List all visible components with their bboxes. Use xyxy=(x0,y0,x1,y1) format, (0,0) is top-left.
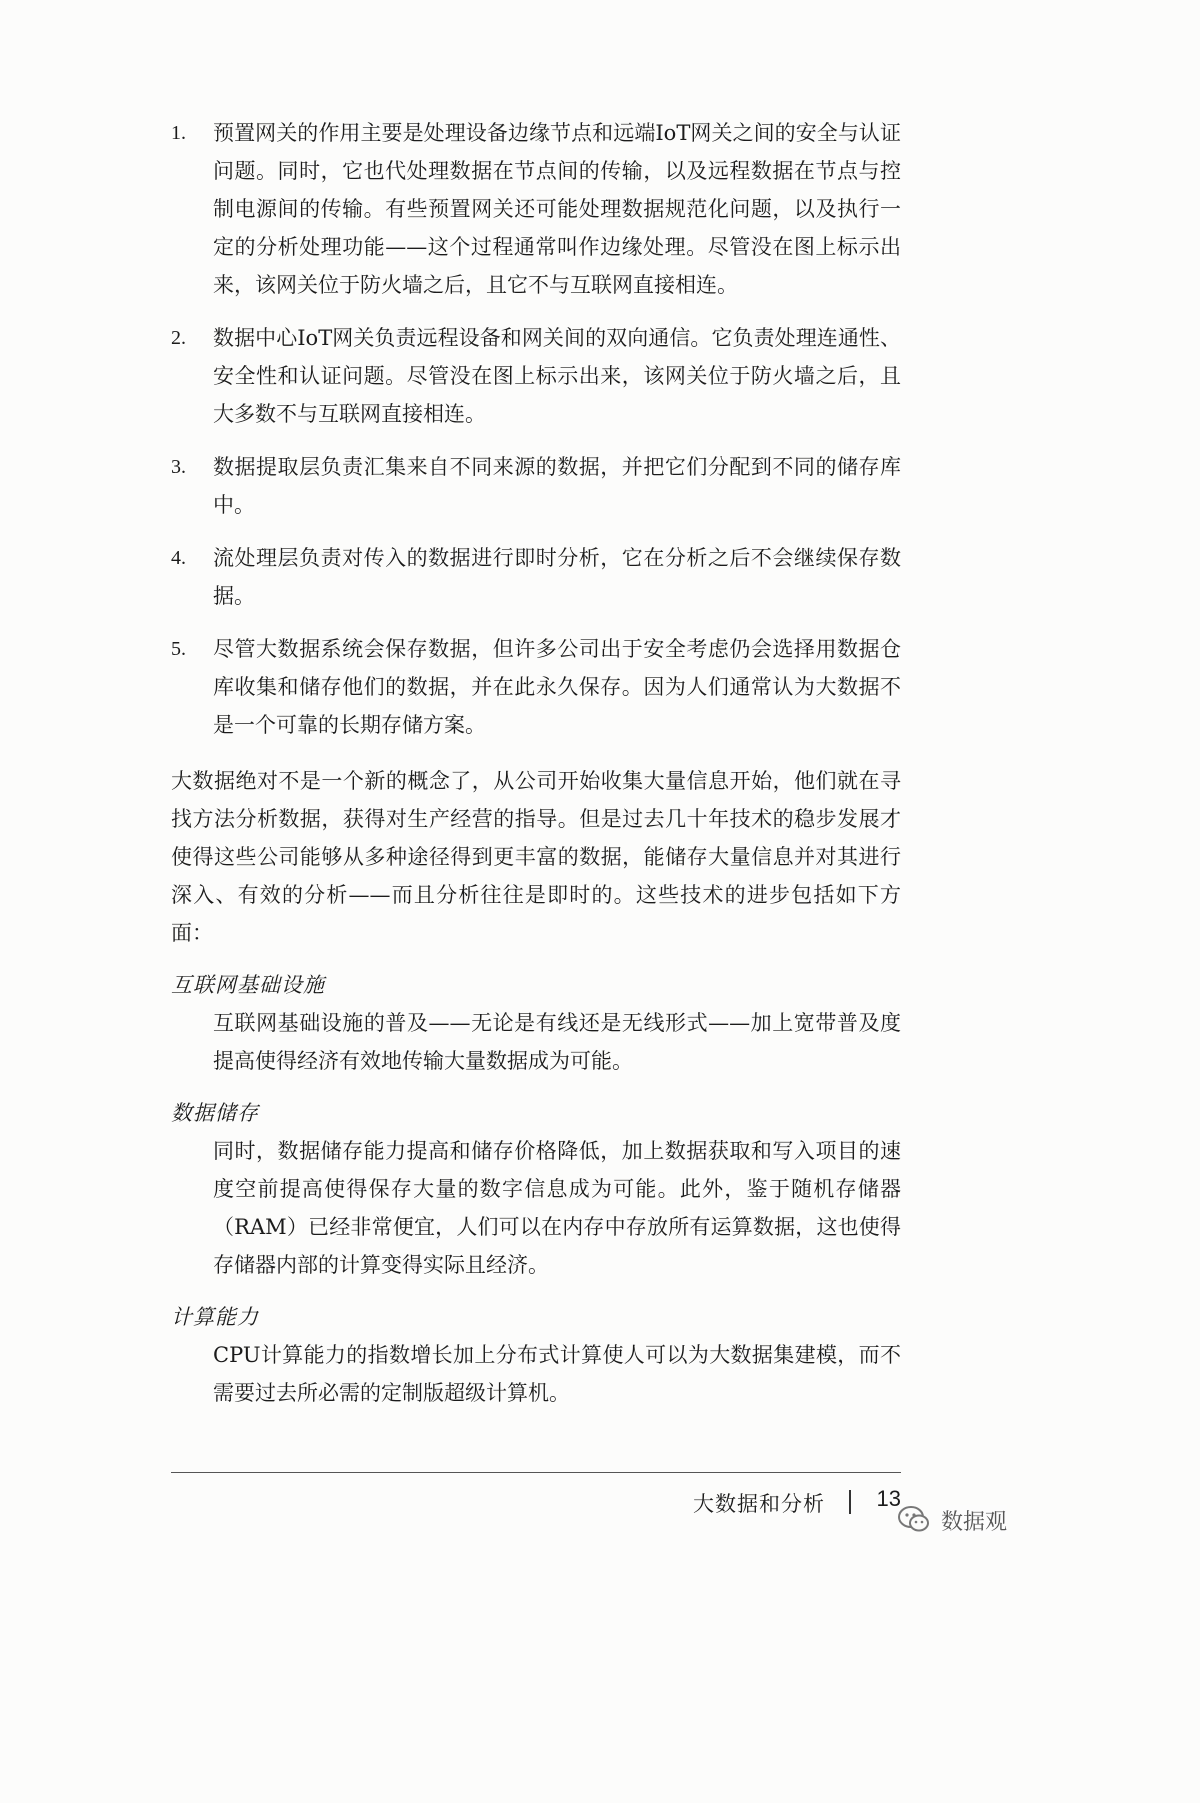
definition-term: 计算能力 xyxy=(171,1305,259,1329)
list-number: 5. xyxy=(171,638,186,660)
page-body xyxy=(171,114,901,1412)
numbered-list xyxy=(171,114,901,744)
list-item-text: 数据提取层负责汇集来自不同来源的数据，并把它们分配到不同的储存库中。 xyxy=(213,455,901,517)
list-number: 1. xyxy=(171,122,186,144)
watermark-text: 数据观 xyxy=(941,1505,1007,1536)
page-footer xyxy=(171,1486,901,1520)
list-number: 4. xyxy=(171,547,186,569)
definition-description: 同时，数据储存能力提高和储存价格降低，加上数据获取和写入项目的速度空前提高使得保存大量的数字信息成为可能。此外，鉴于随机存储器（RAM）已经非常便宜，人们可以在内存中存放所有运算数据，这也使得存储器内部的计算变得实际且经济。 xyxy=(213,1139,901,1277)
definition-description: 互联网基础设施的普及——无论是有线还是无线形式——加上宽带普及度提高使得经济有效地传输大量数据成为可能。 xyxy=(213,1011,901,1073)
wechat-logo-icon xyxy=(897,1503,931,1537)
list-item xyxy=(171,319,901,433)
intro-paragraph: 大数据绝对不是一个新的概念了，从公司开始收集大量信息开始，他们就在寻找方法分析数据，获得对生产经营的指导。但是过去几十年技术的稳步发展才使得这些公司能够从多种途径得到更丰富的数据，能储存大量信息并对其进行深入、有效的分析——而且分析往往是即时的。这些技术的进步包括如下方面： xyxy=(171,769,901,945)
list-item xyxy=(171,114,901,304)
definition-list xyxy=(171,966,901,1412)
list-number: 3. xyxy=(171,456,186,478)
list-item xyxy=(171,630,901,744)
list-item-text: 尽管大数据系统会保存数据，但许多公司出于安全考虑仍会选择用数据仓库收集和储存他们的数据，并在此永久保存。因为人们通常认为大数据不是一个可靠的长期存储方案。 xyxy=(213,637,901,737)
definition-term: 数据储存 xyxy=(171,1101,259,1125)
definition-term: 互联网基础设施 xyxy=(171,973,325,997)
list-item-text: 数据中心IoT网关负责远程设备和网关间的双向通信。它负责处理连通性、安全性和认证问题。尽管没在图上标示出来，该网关位于防火墙之后，且大多数不与互联网直接相连。 xyxy=(213,326,901,426)
list-item-text: 流处理层负责对传入的数据进行即时分析，它在分析之后不会继续保存数据。 xyxy=(213,546,901,608)
watermark xyxy=(897,1500,1007,1540)
list-item-text: 预置网关的作用主要是处理设备边缘节点和远端IoT网关之间的安全与认证问题。同时，它也代处理数据在节点间的传输，以及远程数据在节点与控制电源间的传输。有些预置网关还可能处理数据规范化问题，以及执行一定的分析处理功能——这个过程通常叫作边缘处理。尽管没在图上标示出来，该网关位于防火墙之后，且它不与互联网直接相连。 xyxy=(213,121,901,297)
footer-chapter-title: 大数据和分析 xyxy=(693,1492,825,1516)
page-number: 13 xyxy=(876,1486,901,1511)
footer-divider xyxy=(171,1472,901,1473)
footer-separator xyxy=(849,1490,851,1514)
definition-description: CPU计算能力的指数增长加上分布式计算使人可以为大数据集建模，而不需要过去所必需的定制版超级计算机。 xyxy=(213,1343,901,1405)
list-number: 2. xyxy=(171,327,186,349)
list-item xyxy=(171,539,901,615)
list-item xyxy=(171,448,901,524)
